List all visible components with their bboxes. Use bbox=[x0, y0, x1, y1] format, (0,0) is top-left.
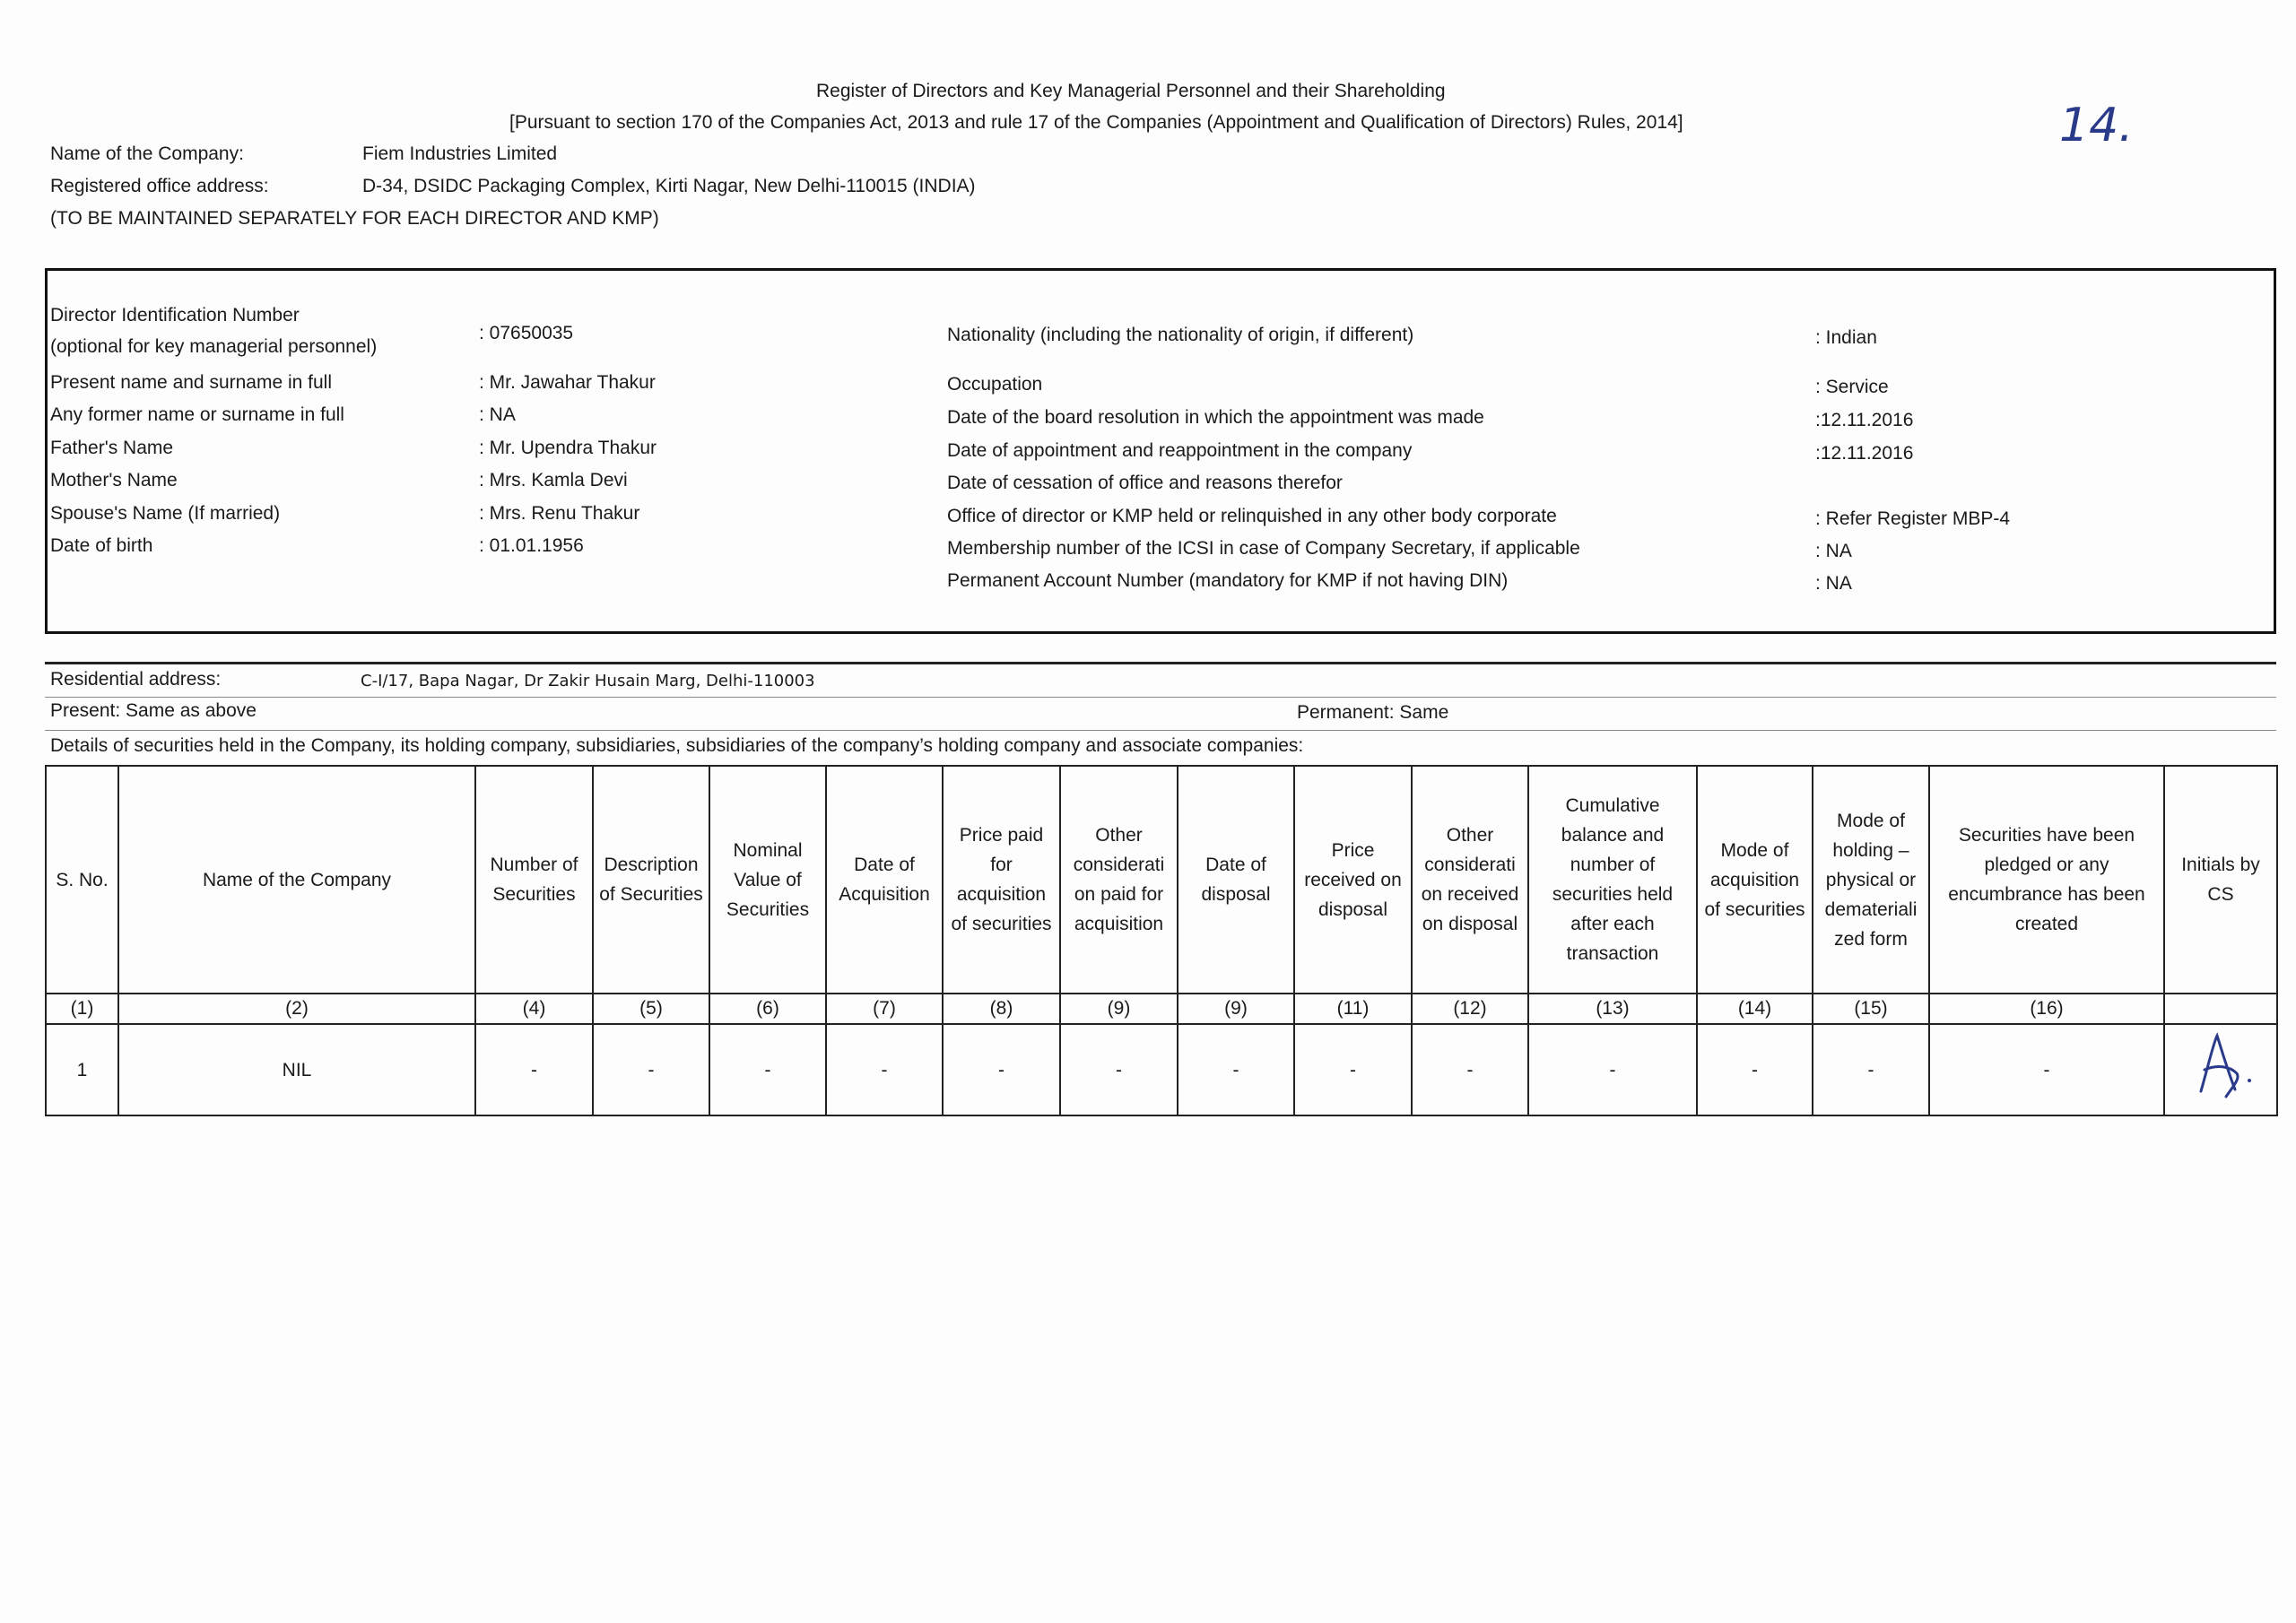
column-number: (7) bbox=[826, 994, 943, 1024]
page-number: 14. bbox=[2059, 99, 2134, 152]
column-number: (14) bbox=[1697, 994, 1813, 1024]
residential-address-value: C-I/17, Bapa Nagar, Dr Zakir Husain Marg, Delhi-110003 bbox=[361, 672, 815, 690]
header-date-of-acquisition: Date of Acquisition bbox=[826, 766, 943, 994]
table-cell: - bbox=[1294, 1024, 1412, 1115]
column-number: (6) bbox=[709, 994, 826, 1024]
header-initials-by-cs: Initials by CS bbox=[2164, 766, 2277, 994]
occupation-value: : Service bbox=[1815, 377, 1889, 397]
din-value: : 07650035 bbox=[479, 323, 574, 343]
cessation-label: Date of cessation of office and reasons therefor bbox=[947, 473, 1343, 493]
din-label-line1: Director Identification Number bbox=[50, 305, 300, 325]
header-cumulative-balance: Cumulative balance and number of securities held after each transaction bbox=[1528, 766, 1697, 994]
pan-label: Permanent Account Number (mandatory for KMP if not having DIN) bbox=[947, 570, 1509, 591]
registered-office-label: Registered office address: bbox=[50, 176, 269, 196]
dob-value: : 01.01.1956 bbox=[479, 535, 584, 556]
nationality-value: : Indian bbox=[1815, 327, 1877, 348]
registered-office-value: D-34, DSIDC Packaging Complex, Kirti Nagar, New Delhi-110015 (INDIA) bbox=[362, 176, 976, 196]
column-number: (15) bbox=[1813, 994, 1929, 1024]
column-number: (9) bbox=[1178, 994, 1294, 1024]
board-resolution-value: :12.11.2016 bbox=[1815, 410, 1914, 430]
table-header-row bbox=[46, 766, 2277, 994]
header-description: Description of Securities bbox=[593, 766, 709, 994]
company-name-value: Fiem Industries Limited bbox=[362, 143, 558, 164]
header-s-no: S. No. bbox=[46, 766, 118, 994]
address-top-rule bbox=[45, 662, 2276, 664]
cell-initials bbox=[2164, 1024, 2277, 1115]
document-subtitle: [Pursuant to section 170 of the Companies Act, 2013 and rule 17 of the Companies (Appointment and Qualification of Directors) Rules, 2014] bbox=[509, 112, 1683, 133]
company-name-label: Name of the Company: bbox=[50, 143, 244, 164]
present-name-label: Present name and surname in full bbox=[50, 372, 333, 393]
header-mode-of-holding: Mode of holding – physical or demateriali zed form bbox=[1813, 766, 1929, 994]
present-address: Present: Same as above bbox=[50, 700, 257, 721]
occupation-label: Occupation bbox=[947, 374, 1043, 395]
header-date-of-disposal: Date of disposal bbox=[1178, 766, 1294, 994]
spouse-name-label: Spouse's Name (If married) bbox=[50, 503, 281, 524]
pan-value: : NA bbox=[1815, 573, 1852, 594]
maintenance-note: (TO BE MAINTAINED SEPARATELY FOR EACH DIRECTOR AND KMP) bbox=[50, 208, 659, 229]
securities-details-heading: Details of securities held in the Company, its holding company, subsidiaries, subsidiaries of the company’s holding company and associate companies: bbox=[50, 735, 1304, 756]
column-number-row bbox=[46, 994, 2277, 1024]
former-name-label: Any former name or surname in full bbox=[50, 404, 344, 425]
permanent-address: Permanent: Same bbox=[1297, 702, 1449, 723]
father-name-value: : Mr. Upendra Thakur bbox=[479, 438, 657, 458]
header-other-consideration-paid: Other considerati on paid for acquisition bbox=[1060, 766, 1178, 994]
table-cell: - bbox=[593, 1024, 709, 1115]
cs-initials-signature bbox=[2181, 1030, 2262, 1102]
table-cell: - bbox=[1178, 1024, 1294, 1115]
column-number: (13) bbox=[1528, 994, 1697, 1024]
column-number: (4) bbox=[475, 994, 593, 1024]
former-name-value: : NA bbox=[479, 404, 516, 425]
table-cell: - bbox=[826, 1024, 943, 1115]
icsi-membership-value: : NA bbox=[1815, 541, 1852, 561]
board-resolution-label: Date of the board resolution in which the appointment was made bbox=[947, 407, 1484, 428]
column-number: (2) bbox=[118, 994, 475, 1024]
header-other-consideration-received: Other considerati on received on disposal bbox=[1412, 766, 1528, 994]
table-cell: - bbox=[1060, 1024, 1178, 1115]
table-cell: - bbox=[1813, 1024, 1929, 1115]
header-price-received: Price received on disposal bbox=[1294, 766, 1412, 994]
spouse-name-value: : Mrs. Renu Thakur bbox=[479, 503, 640, 524]
table-cell: - bbox=[1412, 1024, 1528, 1115]
column-number: (5) bbox=[593, 994, 709, 1024]
column-number: (16) bbox=[1929, 994, 2164, 1024]
cell-company-name: NIL bbox=[118, 1024, 475, 1115]
header-company-name: Name of the Company bbox=[118, 766, 475, 994]
residential-address-label: Residential address: bbox=[50, 669, 222, 690]
column-number: (8) bbox=[943, 994, 1060, 1024]
dob-label: Date of birth bbox=[50, 535, 153, 556]
table-cell: - bbox=[1929, 1024, 2164, 1115]
address-rule-2 bbox=[45, 730, 2276, 731]
table-cell: - bbox=[475, 1024, 593, 1115]
father-name-label: Father's Name bbox=[50, 438, 174, 458]
icsi-membership-label: Membership number of the ICSI in case of Company Secretary, if applicable bbox=[947, 538, 1580, 559]
column-number: (1) bbox=[46, 994, 118, 1024]
header-mode-of-acquisition: Mode of acquisition of securities bbox=[1697, 766, 1813, 994]
header-nominal-value: Nominal Value of Securities bbox=[709, 766, 826, 994]
other-office-value: : Refer Register MBP-4 bbox=[1815, 508, 2011, 529]
table-cell: - bbox=[1528, 1024, 1697, 1115]
header-price-paid: Price paid for acquisition of securities bbox=[943, 766, 1060, 994]
table-cell: - bbox=[1697, 1024, 1813, 1115]
header-number-of-securities: Number of Securities bbox=[475, 766, 593, 994]
column-number: (11) bbox=[1294, 994, 1412, 1024]
securities-table bbox=[45, 765, 2278, 1116]
appointment-date-value: :12.11.2016 bbox=[1815, 443, 1914, 464]
din-label-line2: (optional for key managerial personnel) bbox=[50, 336, 378, 357]
appointment-date-label: Date of appointment and reappointment in the company bbox=[947, 440, 1413, 461]
other-office-label: Office of director or KMP held or relinquished in any other body corporate bbox=[947, 506, 1557, 526]
mother-name-label: Mother's Name bbox=[50, 470, 178, 490]
table-cell: - bbox=[943, 1024, 1060, 1115]
table-row bbox=[46, 1024, 2277, 1115]
column-number bbox=[2164, 994, 2277, 1024]
mother-name-value: : Mrs. Kamla Devi bbox=[479, 470, 628, 490]
present-name-value: : Mr. Jawahar Thakur bbox=[479, 372, 656, 393]
table-cell: - bbox=[709, 1024, 826, 1115]
cell-s-no: 1 bbox=[46, 1024, 118, 1115]
address-rule-1 bbox=[45, 697, 2276, 698]
nationality-label: Nationality (including the nationality of origin, if different) bbox=[947, 325, 1414, 345]
column-number: (12) bbox=[1412, 994, 1528, 1024]
header-pledged: Securities have been pledged or any encumbrance has been created bbox=[1929, 766, 2164, 994]
document-title: Register of Directors and Key Managerial Personnel and their Shareholding bbox=[816, 81, 1446, 101]
column-number: (9) bbox=[1060, 994, 1178, 1024]
